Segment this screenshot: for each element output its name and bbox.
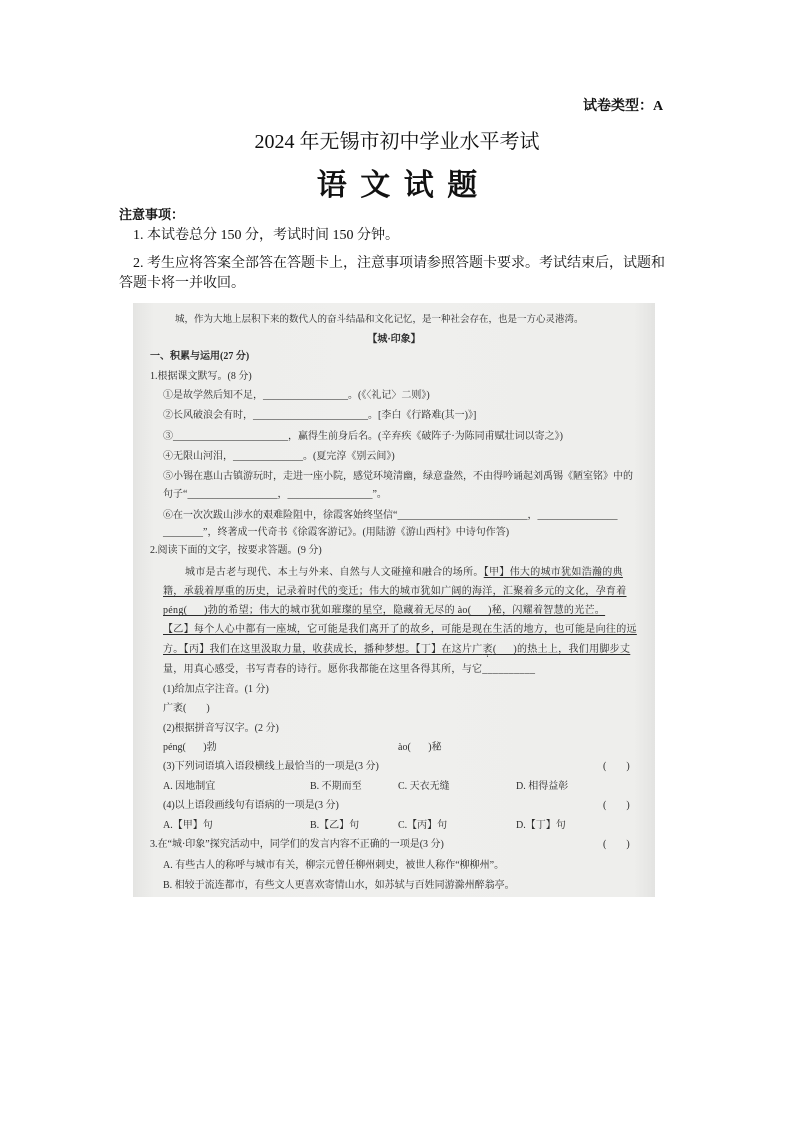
option-a: A. 有些古人的称呼与城市有关，柳宗元曾任柳州刺史，被世人称作“柳柳州”。 [163,860,505,871]
passage-line [163,624,637,636]
q1-line: ④无限山河泪，______________。(夏完淳《别云间》) [163,451,395,462]
scanned-question-sheet [133,303,655,897]
answer-slot: ( ) [603,800,630,811]
part-heading: 一、积累与运用(27 分) [150,351,250,362]
passage-line [163,644,630,660]
passage-line [163,605,605,617]
notice-item-continued: 答题卡将一并收回。 [119,276,245,291]
scan-intro-text: 城，作为大地上层积下来的数代人的奋斗结晶和文化记忆，是一种社会存在，也是一方心灵港湾。 [175,315,584,325]
passage-text: 量，用真心感受，书写青春的诗行。愿你我都能在这里各得其所，与它__________ [163,664,536,675]
passage-underlined-text: 方。【丙】我们在这里汲取力量，收获成长，播种梦想。【丁】在这片广 [163,644,483,655]
notice-item: 1. 本试卷总分 150 分，考试时间 150 分钟。 [133,228,399,243]
q2-sub3-prompt: (3)下列词语填入语段横线上最恰当的一项是(3 分) [163,761,379,772]
q1-heading: 1.根据课文默写。(8 分) [150,371,252,382]
q2-sub1-prompt: (1)给加点字注音。(1 分) [163,684,269,695]
subject-title: 语 文 试 题 [316,169,481,202]
option-d: D.【丁】句 [516,820,566,831]
passage-underlined-text: péng( )勃的希望；伟大的城市犹如璀璨的星空，隐藏着无尽的 ào( )秘，闪耀着智慧的光芒。 [163,605,606,616]
passage-underlined-text: 籍，承载着厚重的历史，记录着时代的变迁；伟大的城市犹如广阔的海洋，汇聚着多元的文化，孕育着 [163,586,627,597]
q1-line: ⑤小锡在惠山古镇游玩时，走进一座小院，感觉环境清幽，绿意盎然，不由得吟诵起刘禹锡《陋室铭》中的 [163,471,633,482]
q2-sub2-item: ào( )秘 [398,742,442,753]
paper-type-label: 试卷类型：A [583,99,664,114]
section-tag: 【城·印象】 [367,334,421,345]
passage-text: 城市是古老与现代、本土与外来、自然与人文碰撞和融合的场所。 [185,567,484,578]
q1-line: ①是故学然后知不足，_________________。(《〈礼记〉二则》) [163,390,430,401]
answer-slot: ( ) [603,839,630,850]
option-b: B. 不期而至 [310,781,362,792]
passage-underlined-text: 【乙】每个人心中都有一座城，它可能是我们离开了的故乡，可能是现在生活的地方，也可能是向往的远 [163,624,637,635]
q1-line: 句子“__________________，_________________”。 [163,489,387,500]
q2-sub2-prompt: (2)根据拼音写汉字。(2 分) [163,723,279,734]
notice-heading: 注意事项： [119,207,185,222]
option-b: B. 相较于流连都市，有些文人更喜欢寄情山水，如苏轼与百姓同游滁州醉翁亭。 [163,880,515,891]
option-c: C.【丙】句 [398,820,448,831]
q2-heading: 2.阅读下面的文字，按要求答题。(9 分) [150,545,322,556]
q2-sub4-prompt: (4)以上语段画线句有语病的一项是(3 分) [163,800,339,811]
option-b: B.【乙】句 [310,820,360,831]
passage-underlined-text: 【甲】伟大的城市犹如浩瀚的典 [483,567,623,578]
emphasis-dotted-char: 袤 [482,644,493,655]
q1-line: ⑥在一次次跋山涉水的艰难险阻中，徐霞客始终坚信“__________________________，________________ [163,510,618,521]
passage-line [163,586,627,598]
q3-heading: 3.在“城·印象”探究活动中，同学们的发言内容不正确的一项是(3 分) [150,839,444,850]
passage-underlined-text: ( )的热土上，我们用脚步丈 [492,644,631,655]
q2-sub2-item: péng( )勃 [163,742,217,753]
q1-line: ③_______________________，赢得生前身后名。(辛弃疾《破阵子·为陈同甫赋壮词以寄之》) [163,431,563,442]
q1-line: ②长风破浪会有时，_______________________。[李白《行路难(其一)》] [163,410,477,421]
option-c: C. 天衣无缝 [398,781,450,792]
answer-slot: ( ) [603,761,630,772]
option-a: A. 因地制宜 [163,781,216,792]
option-a: A.【甲】句 [163,820,213,831]
q1-line: ________”，终著成一代奇书《徐霞客游记》。(用陆游《游山西村》中诗句作答) [163,527,510,538]
notice-item: 2. 考生应将答案全部答在答题卡上，注意事项请参照答题卡要求。考试结束后，试题和 [133,256,665,271]
passage-line [185,567,623,579]
passage-line [163,664,535,676]
q2-sub1-item: 广袤( ) [163,703,210,714]
option-d: D. 相得益彰 [516,781,569,792]
exam-title: 2024 年无锡市初中学业水平考试 [254,131,540,153]
